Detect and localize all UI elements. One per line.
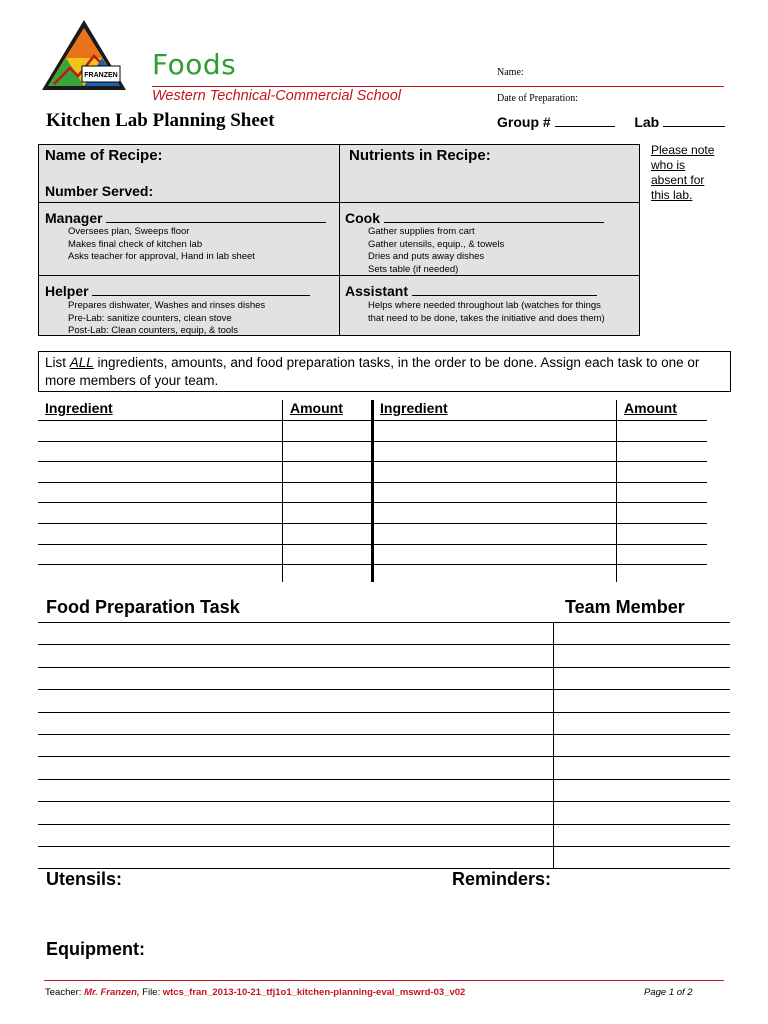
manager-title: Manager <box>45 210 103 226</box>
duty-item: Post-Lab: Clean counters, equip, & tools <box>68 325 239 336</box>
assistant-duties <box>368 300 605 325</box>
teacher-label: Teacher: <box>45 987 82 998</box>
group-label: Group # <box>497 114 551 130</box>
amount-header: Amount <box>290 400 343 416</box>
lab-field[interactable] <box>663 114 725 127</box>
task-row-line <box>38 756 730 757</box>
nutrients-label: Nutrients in Recipe: <box>349 147 491 164</box>
task-header: Food Preparation Task <box>46 597 240 617</box>
utensils-label: Utensils: <box>46 869 123 889</box>
duty-item: Sets table (if needed) <box>368 263 459 275</box>
roles-table <box>38 144 640 336</box>
amount-header: Amount <box>624 400 677 416</box>
page-title: Kitchen Lab Planning Sheet <box>46 110 275 131</box>
duty-item: Prepares dishwater, Washes and rinses dishes <box>68 300 266 311</box>
equipment-label: Equipment: <box>46 939 145 959</box>
ingredient-header: Ingredient <box>380 400 448 416</box>
instructions-text: List <box>45 355 70 370</box>
logo-text: FRANZEN <box>84 72 118 79</box>
footer <box>45 987 465 998</box>
task-row-line <box>38 622 730 623</box>
center-divider <box>371 400 374 582</box>
file-name: wtcs_fran_2013-10-21_tfj1o1_kitchen-planning-eval_mswrd-03_v02 <box>162 987 466 998</box>
instructions-box <box>38 351 731 392</box>
assistant-name-field[interactable] <box>412 283 597 296</box>
task-row-line <box>38 846 730 847</box>
name-label: Name: <box>497 67 524 78</box>
assistant-role <box>345 283 597 299</box>
school-logo <box>40 18 128 92</box>
recipe-name-label: Name of Recipe: <box>45 147 163 164</box>
table-divider <box>39 202 639 203</box>
manager-role <box>45 210 326 226</box>
file-label: File: <box>142 987 161 998</box>
helper-title: Helper <box>45 283 89 299</box>
helper-duties <box>68 300 265 338</box>
table-divider <box>39 275 639 276</box>
column-divider <box>616 400 617 582</box>
duty-item: that need to be done, takes the initiative and does them) <box>368 312 605 324</box>
manager-duties <box>68 226 255 264</box>
task-row-line <box>38 801 730 802</box>
number-served-label: Number Served: <box>45 183 154 199</box>
assistant-title: Assistant <box>345 283 409 299</box>
team-member-header: Team Member <box>565 597 685 617</box>
absent-note-line: who is <box>651 158 686 172</box>
absent-note <box>651 143 721 203</box>
department-title: Foods <box>152 48 237 81</box>
task-row-line <box>38 779 730 780</box>
task-row-line <box>38 734 730 735</box>
duty-item: Asks teacher for approval, Hand in lab sheet <box>68 251 255 262</box>
school-name: Western Technical-Commercial School <box>152 88 402 104</box>
ingredient-header: Ingredient <box>45 400 113 416</box>
date-label: Date of Preparation: <box>497 93 579 104</box>
reminders-label: Reminders: <box>452 869 552 889</box>
column-divider <box>282 400 283 582</box>
task-row-line <box>38 868 730 869</box>
header-divider <box>152 86 724 87</box>
group-lab-fields <box>497 114 725 130</box>
page-number: Page 1 of 2 <box>644 987 693 998</box>
instructions-emphasis: ALL <box>69 355 94 370</box>
duty-item: Helps where needed throughout lab (watches for things <box>368 300 601 311</box>
manager-name-field[interactable] <box>106 210 326 223</box>
cook-duties <box>368 226 504 276</box>
absent-note-line: absent for <box>651 173 705 187</box>
task-row-line <box>38 644 730 645</box>
duty-item: Makes final check of kitchen lab <box>68 238 203 250</box>
task-row-line <box>38 689 730 690</box>
helper-role <box>45 283 310 299</box>
table-divider <box>339 145 340 335</box>
task-row-line <box>38 712 730 713</box>
cook-role <box>345 210 604 226</box>
cook-name-field[interactable] <box>384 210 604 223</box>
task-row-line <box>38 667 730 668</box>
instructions-text: ingredients, amounts, and food preparation tasks, in the order to be done. Assign each task to one or more members of your team. <box>45 355 700 388</box>
footer-divider <box>44 980 724 981</box>
cook-title: Cook <box>345 210 380 226</box>
duty-item: Gather supplies from cart <box>368 226 475 237</box>
lab-label: Lab <box>634 114 660 130</box>
helper-name-field[interactable] <box>92 283 310 296</box>
group-field[interactable] <box>555 114 615 127</box>
absent-note-line: Please note <box>651 143 715 157</box>
duty-item: Oversees plan, Sweeps floor <box>68 226 190 237</box>
duty-item: Gather utensils, equip., & towels <box>368 238 505 250</box>
absent-note-line: this lab. <box>651 188 693 202</box>
duty-item: Dries and puts away dishes <box>368 251 485 262</box>
teacher-name: Mr. Franzen, <box>84 987 140 998</box>
task-column-divider <box>553 622 554 868</box>
task-row-line <box>38 824 730 825</box>
duty-item: Pre-Lab: sanitize counters, clean stove <box>68 312 232 324</box>
